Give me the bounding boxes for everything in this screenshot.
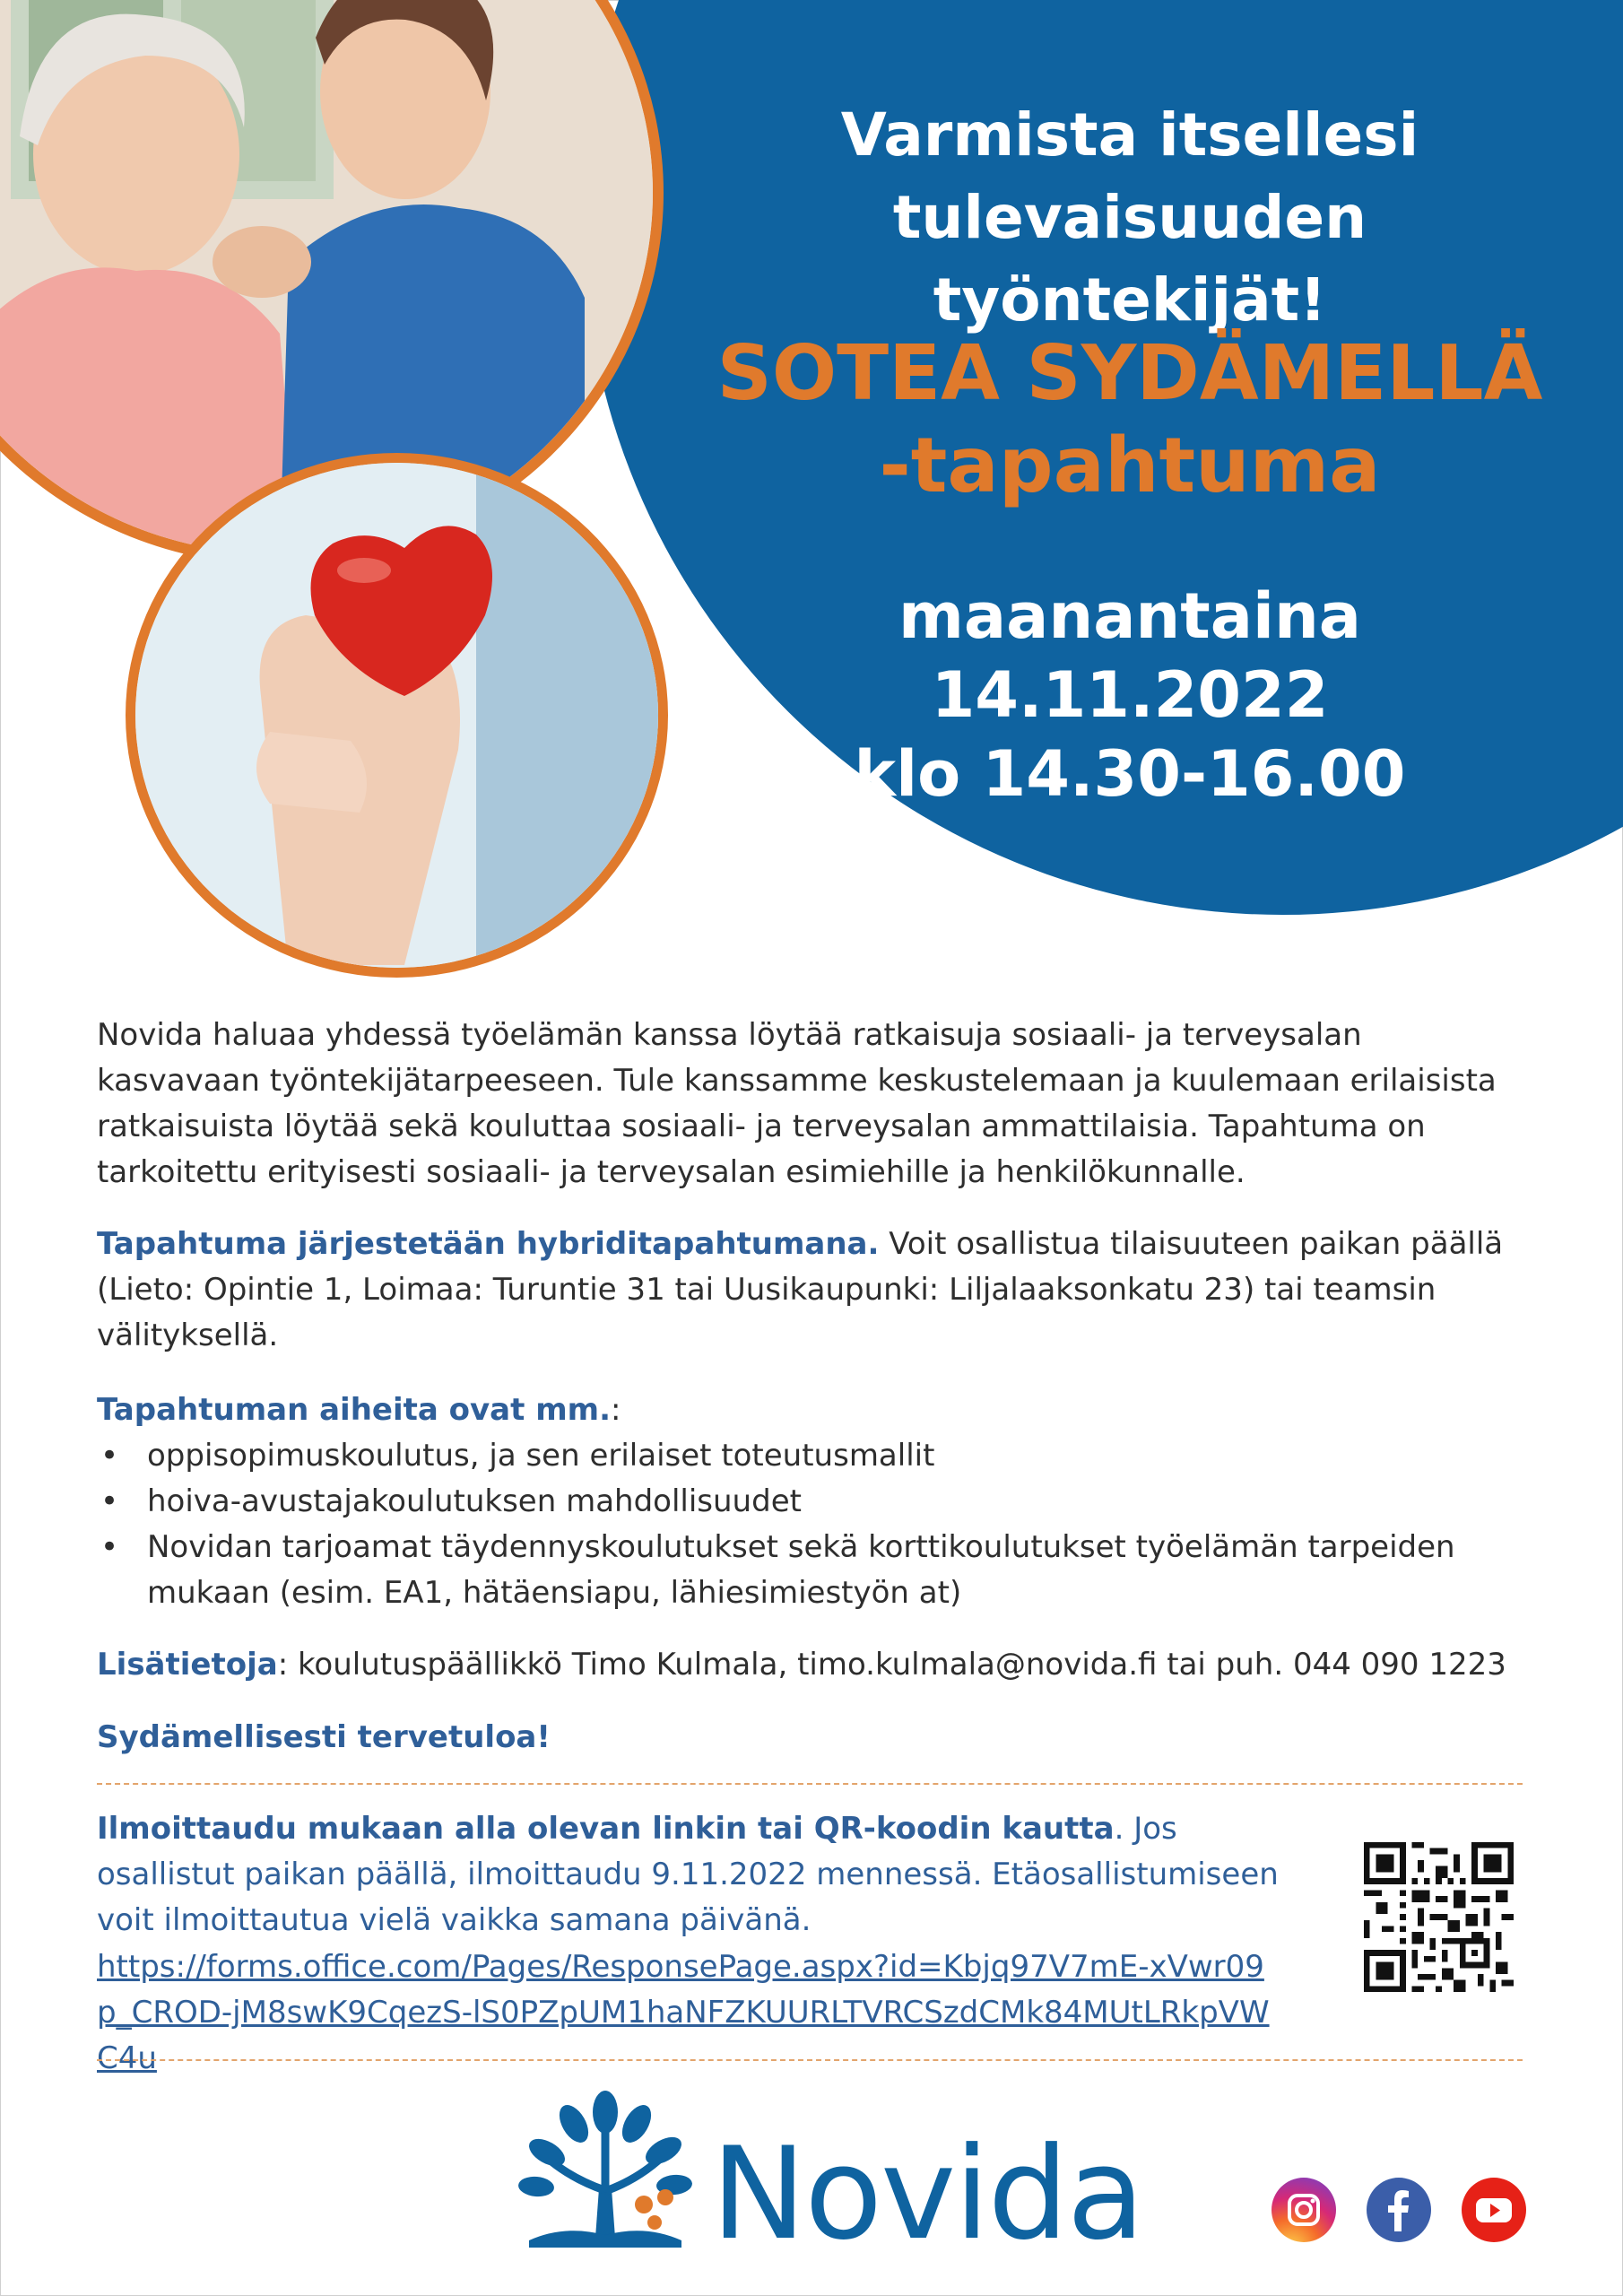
- event-datetime: maanantaina 14.11.2022 klo 14.30-16.00: [854, 579, 1406, 811]
- intro-paragraph: Novida haluaa yhdessä työelämän kanssa löytää ratkaisuja sosiaali- ja terveysalan kasvavaan työntekijätarpeeseen. Tule kanssamme keskustelemaan ja kuulemaan erilaisista ratkaisuista löytää sekä kouluttaa sosiaali- ja terveysalan ammattilaisia. Tapahtuma on tarkoitettu erityisesti sosiaali- ja terveysalan esimiehille ja henkilökunnalle.: [97, 1017, 1497, 1190]
- hero-headline: Varmista itsellesi tulevaisuuden työntekijät!: [840, 100, 1419, 335]
- list-item: • hoiva-avustajakoulutuksen mahdollisuudet: [97, 1479, 1532, 1525]
- welcome-text: Sydämellisesti tervetuloa!: [97, 1719, 551, 1755]
- divider-top: [97, 1783, 1523, 1785]
- contact-info: Lisätietoja: koulutuspäällikkö Timo Kulmala, timo.kulmala@novida.fi tai puh. 044 090 1223: [97, 1647, 1506, 1683]
- youtube-icon[interactable]: [1462, 2178, 1526, 2242]
- facebook-icon[interactable]: [1367, 2178, 1431, 2242]
- divider-bottom: [97, 2059, 1523, 2061]
- instagram-icon[interactable]: [1271, 2178, 1336, 2242]
- list-item: • Novidan tarjoamat täydennyskoulutukset sekä korttikoulutukset työelämän tarpeiden mukaan (esim. EA1, hätäensiapu, lähiesimiestyön at): [97, 1525, 1532, 1616]
- hybrid-lead: Tapahtuma järjestetään hybriditapahtumana.: [97, 1226, 880, 1262]
- topics-list: [97, 1433, 1532, 1616]
- list-item: • oppisopimuskoulutus, ja sen erilaiset toteutusmallit: [97, 1433, 1532, 1479]
- heart-hand-photo: [126, 453, 668, 978]
- novida-wordmark: Novida: [711, 2120, 1143, 2268]
- registration-text: Ilmoittaudu mukaan alla olevan linkin tai QR-koodin kautta. Jos osallistut paikan päällä, ilmoittaudu 9.11.2022 mennessä. Etäosallistumiseen voit ilmoittautua vielä vaikka samana päivänä.: [97, 1811, 1279, 1938]
- hybrid-text: Voit osallistua tilaisuuteen paikan päällä (Lieto: Opintie 1, Loimaa: Turuntie 31 tai Uusikaupunki: Liljalaaksonkatu 23) tai teamsin välityksellä.: [97, 1226, 1504, 1353]
- hybrid-paragraph: [97, 1222, 1532, 1359]
- novida-tree-logo-icon: [511, 2090, 699, 2260]
- event-title: SOTEA SYDÄMELLÄ -tapahtuma: [716, 329, 1543, 510]
- qr-code[interactable]: [1364, 1842, 1514, 1992]
- registration-link[interactable]: https://forms.office.com/Pages/ResponsePage.aspx?id=Kbjq97V7mE-xVwr09p_CROD-jM8swK9CqezS-lS0PZpUM1haNFZKUURLTVRCSzdCMk84MUtLRkpVWC4u: [97, 1949, 1270, 2076]
- topics-heading: Tapahtuman aiheita ovat mm.:: [97, 1392, 621, 1428]
